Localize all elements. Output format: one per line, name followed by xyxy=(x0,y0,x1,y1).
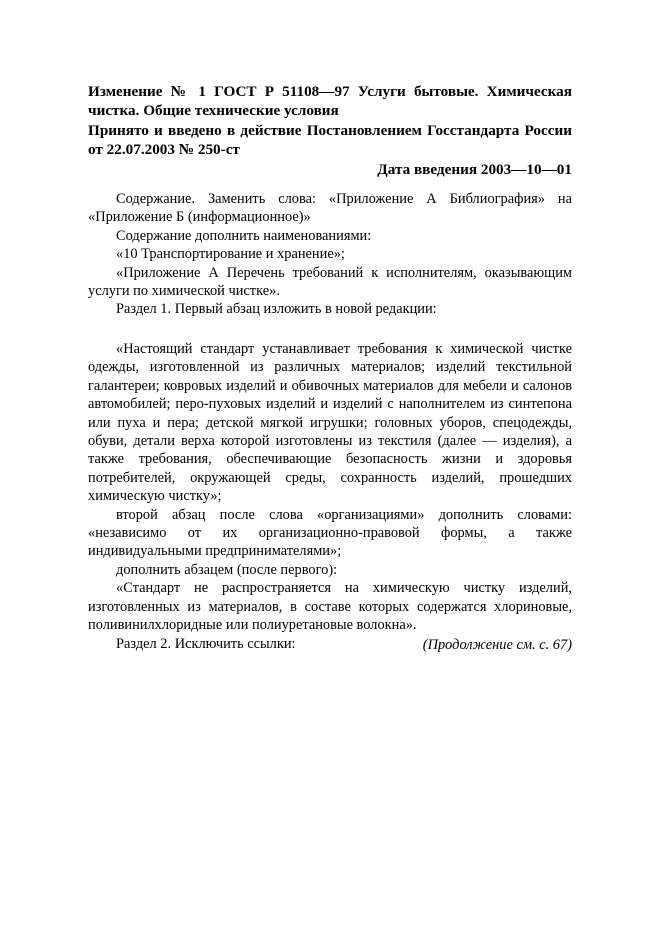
section-1-text xyxy=(88,340,572,653)
paragraph-section-2: Раздел 2. Исключить ссылки: xyxy=(116,635,296,652)
contents-changes-section xyxy=(88,190,572,319)
paragraph-section-1: Раздел 1. Первый абзац изложить в новой редакции: xyxy=(116,301,437,318)
effective-date: Дата введения 2003—10—01 xyxy=(377,161,572,178)
document-title: Изменение № 1 ГОСТ Р 51108—97 Услуги бытовые. Химическая чистка. Общие технические условия xyxy=(88,83,572,119)
paragraph-contents-add: Содержание дополнить наименованиями: xyxy=(116,227,372,244)
paragraph-second-abzac: второй абзац после слова «организациями» дополнить словами: «независимо от их организационно-правовой формы, а также индивидуальными предпринимателями»; xyxy=(88,506,572,560)
paragraph-not-applies: «Стандарт не распространяется на химическую чистку изделий, изготовленных из материалов, в составе которых содержатся хлориновые, поливинилхлоридные или полиуретановые волокна». xyxy=(88,580,572,634)
paragraph-item-10: «10 Транспортирование и хранение»; xyxy=(116,246,345,263)
continuation-note: (Продолжение см. с. 67) xyxy=(422,637,572,653)
paragraph-add-abzac: дополнить абзацем (после первого): xyxy=(116,561,338,578)
paragraph-contents-replace: Содержание. Заменить слова: «Приложение А Библиография» на «Приложение Б (информационное)» xyxy=(88,191,572,226)
paragraph-appendix-a: «Приложение А Перечень требований к исполнителям, оказывающим услуги по химической чистке». xyxy=(88,264,572,300)
adoption-note: Принято и введено в действие Постановлением Госстандарта России от 22.07.2003 № 250-ст xyxy=(88,122,572,158)
paragraph-scope-quote: «Настоящий стандарт устанавливает требования к химической чистке одежды, изготовленной из различных материалов; изделий текстильной галантереи; ковровых изделий и обивочных материалов для мебели и салонов автомобилей; перо-пуховых изделий и изделий с наполнителем из синтепона или пуха и пера; детской мягкой игрушки; головных уборов, спецодежды, обуви, детали верха которой изготовлены из текстиля (далее — изделия), а также требования, обеспечивающие безопасность жизни и здоровья потребителей, окружающей среды, сохранность изделий, прошедших химическую чистку»; xyxy=(88,341,572,505)
